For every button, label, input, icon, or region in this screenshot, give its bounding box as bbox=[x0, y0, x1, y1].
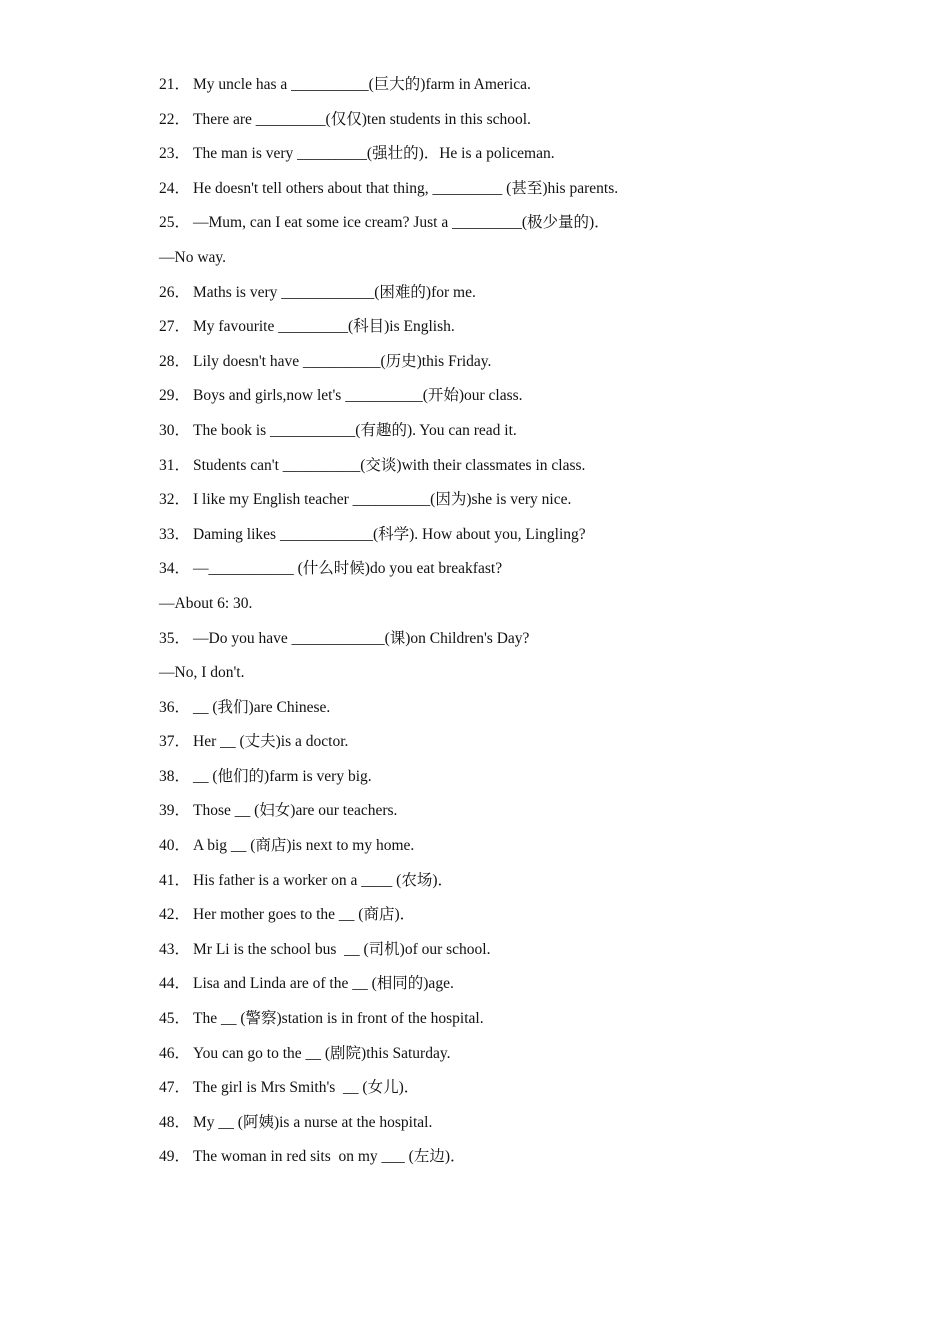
question-number: 47． bbox=[159, 1079, 191, 1097]
question-text: Lily doesn't have __________(历史)this Friday. bbox=[193, 352, 492, 370]
answer-34 bbox=[159, 592, 879, 627]
question-number: 23． bbox=[159, 145, 191, 163]
question-number: 29． bbox=[159, 387, 191, 405]
question-number: 31． bbox=[159, 456, 191, 474]
question-39 bbox=[159, 799, 879, 834]
question-22 bbox=[159, 108, 879, 143]
question-number: 34． bbox=[159, 560, 191, 578]
question-28 bbox=[159, 350, 879, 385]
question-38 bbox=[159, 765, 879, 800]
question-24 bbox=[159, 177, 879, 212]
question-number: 26． bbox=[159, 283, 191, 301]
question-number: 39． bbox=[159, 802, 191, 820]
question-number: 28． bbox=[159, 352, 191, 370]
question-number: 42． bbox=[159, 906, 191, 924]
question-number: 36． bbox=[159, 698, 191, 716]
question-number: 45． bbox=[159, 1010, 191, 1028]
question-text: Her __ (丈夫)is a doctor. bbox=[193, 733, 349, 751]
question-text: My __ (阿姨)is a nurse at the hospital. bbox=[193, 1113, 433, 1131]
question-text: You can go to the __ (剧院)this Saturday. bbox=[193, 1044, 451, 1062]
question-number: 24． bbox=[159, 179, 191, 197]
question-46 bbox=[159, 1042, 879, 1077]
question-number: 46． bbox=[159, 1044, 191, 1062]
question-26 bbox=[159, 281, 879, 316]
question-number: 38． bbox=[159, 767, 191, 785]
question-21 bbox=[159, 73, 879, 108]
question-text: Students can't __________(交谈)with their classmates in class. bbox=[193, 456, 586, 474]
question-text: —Do you have ____________(课)on Children's Day? bbox=[193, 629, 530, 647]
question-text: The woman in red sits on my ___ (左边)． bbox=[193, 1148, 466, 1166]
question-text: A big __ (商店)is next to my home. bbox=[193, 837, 415, 855]
question-text: The __ (警察)station is in front of the hospital. bbox=[193, 1010, 484, 1028]
question-number: 41． bbox=[159, 871, 191, 889]
question-text: He doesn't tell others about that thing, _________ (甚至)his parents. bbox=[193, 179, 619, 197]
question-number: 21． bbox=[159, 76, 191, 93]
question-text: Maths is very ____________(困难的)for me. bbox=[193, 283, 476, 301]
question-number: 37． bbox=[159, 733, 191, 751]
question-number: 49． bbox=[159, 1148, 191, 1166]
dialogue-text: —No way. bbox=[159, 248, 227, 266]
question-33 bbox=[159, 523, 879, 558]
question-34 bbox=[159, 557, 879, 592]
question-48 bbox=[159, 1111, 879, 1146]
question-number: 44． bbox=[159, 975, 191, 993]
question-35 bbox=[159, 627, 879, 662]
question-44 bbox=[159, 972, 879, 1007]
question-30 bbox=[159, 419, 879, 454]
question-29 bbox=[159, 384, 879, 419]
question-text: Lisa and Linda are of the __ (相同的)age. bbox=[193, 975, 454, 993]
dialogue-text: —No, I don't. bbox=[159, 664, 245, 682]
answer-25 bbox=[159, 246, 879, 281]
question-text: Those __ (妇女)are our teachers. bbox=[193, 802, 398, 820]
question-32 bbox=[159, 488, 879, 523]
question-number: 33． bbox=[159, 525, 191, 543]
question-42 bbox=[159, 903, 879, 938]
question-23 bbox=[159, 142, 879, 177]
question-41 bbox=[159, 869, 879, 904]
question-text: Mr Li is the school bus __ (司机)of our school. bbox=[193, 940, 491, 958]
question-31 bbox=[159, 454, 879, 489]
question-text: My uncle has a __________(巨大的)farm in America. bbox=[193, 76, 531, 93]
question-number: 27． bbox=[159, 318, 191, 336]
question-text: Daming likes ____________(科学). How about you, Lingling? bbox=[193, 525, 586, 543]
question-text: —Mum, can I eat some ice cream? Just a _________(极少量的)． bbox=[193, 214, 610, 232]
question-text: The girl is Mrs Smith's __ (女儿)． bbox=[193, 1079, 420, 1097]
question-text: __ (他们的)farm is very big. bbox=[193, 767, 372, 785]
question-text: There are _________(仅仅)ten students in this school. bbox=[193, 110, 531, 128]
question-25 bbox=[159, 211, 879, 246]
exercise-list bbox=[159, 73, 879, 1180]
question-text: My favourite _________(科目)is English. bbox=[193, 318, 455, 336]
dialogue-text: —About 6: 30. bbox=[159, 594, 253, 612]
question-number: 25． bbox=[159, 214, 191, 232]
question-number: 30． bbox=[159, 421, 191, 439]
question-45 bbox=[159, 1007, 879, 1042]
question-text: His father is a worker on a ____ (农场)． bbox=[193, 871, 453, 889]
question-text: Boys and girls,now let's __________(开始)our class. bbox=[193, 387, 523, 405]
question-text: Her mother goes to the __ (商店)． bbox=[193, 906, 416, 924]
question-27 bbox=[159, 315, 879, 350]
question-text: I like my English teacher __________(因为)she is very nice. bbox=[193, 491, 572, 509]
question-47 bbox=[159, 1076, 879, 1111]
question-number: 43． bbox=[159, 940, 191, 958]
question-43 bbox=[159, 938, 879, 973]
question-37 bbox=[159, 730, 879, 765]
question-text: The book is ___________(有趣的). You can read it. bbox=[193, 421, 517, 439]
question-number: 40． bbox=[159, 837, 191, 855]
question-36 bbox=[159, 696, 879, 731]
question-number: 32． bbox=[159, 491, 191, 509]
question-text: The man is very _________(强壮的)．He is a policeman. bbox=[193, 145, 555, 163]
question-number: 22． bbox=[159, 110, 191, 128]
question-49 bbox=[159, 1145, 879, 1180]
answer-35 bbox=[159, 661, 879, 696]
question-text: —___________ (什么时候)do you eat breakfast? bbox=[193, 560, 503, 578]
question-number: 48． bbox=[159, 1113, 191, 1131]
question-40 bbox=[159, 834, 879, 869]
question-text: __ (我们)are Chinese. bbox=[193, 698, 331, 716]
question-number: 35． bbox=[159, 629, 191, 647]
